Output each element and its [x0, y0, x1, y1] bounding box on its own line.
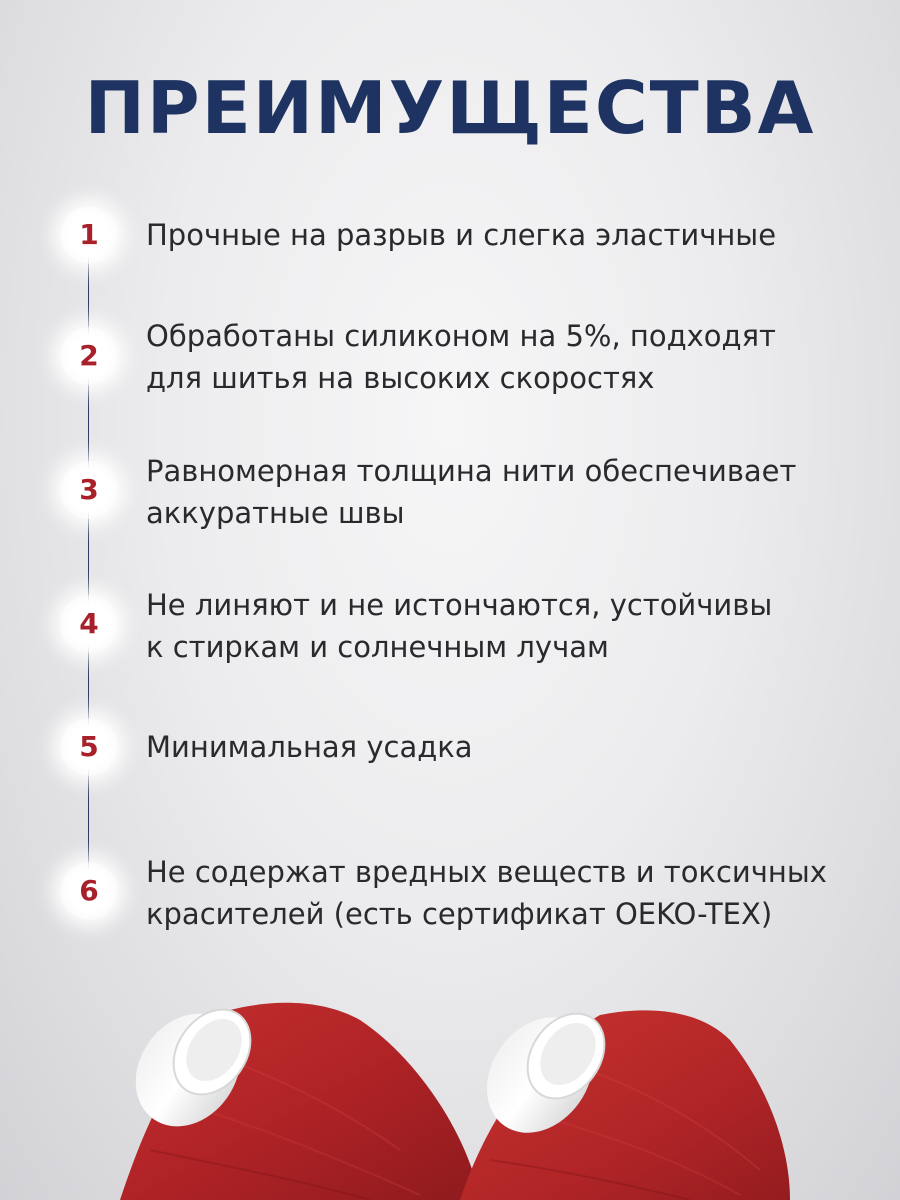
number-label: 5 [79, 730, 99, 763]
number-label: 4 [79, 607, 99, 640]
number-badge [60, 206, 118, 264]
advantage-text: Не линяют и не истончаются, устойчивы к стиркам и солнечным лучам [146, 588, 773, 664]
number-badge [60, 595, 118, 653]
thread-spool-icon [114, 993, 480, 1200]
advantage-text: Не содержат вредных веществ и токсичных красителей (есть сертификат OEKO-TEX) [146, 855, 827, 931]
advantage-text: Обработаны силиконом на 5%, подходят для шитья на высоких скоростях [146, 319, 776, 395]
number-badge [60, 327, 118, 385]
number-label: 1 [79, 218, 99, 251]
advantage-text: Минимальная усадка [146, 730, 473, 764]
thread-spool-icon [460, 997, 790, 1200]
thread-spools-illustration [0, 990, 900, 1200]
number-badge [60, 862, 118, 920]
number-label: 2 [79, 339, 99, 372]
number-label: 3 [79, 473, 99, 506]
advantage-text: Прочные на разрыв и слегка эластичные [146, 218, 777, 252]
page-title: ПРЕИМУЩЕСТВА [84, 66, 816, 150]
number-label: 6 [79, 874, 99, 907]
advantage-text: Равномерная толщина нити обеспечивает аккуратные швы [146, 454, 797, 530]
number-badge [60, 461, 118, 519]
number-badge [60, 718, 118, 776]
